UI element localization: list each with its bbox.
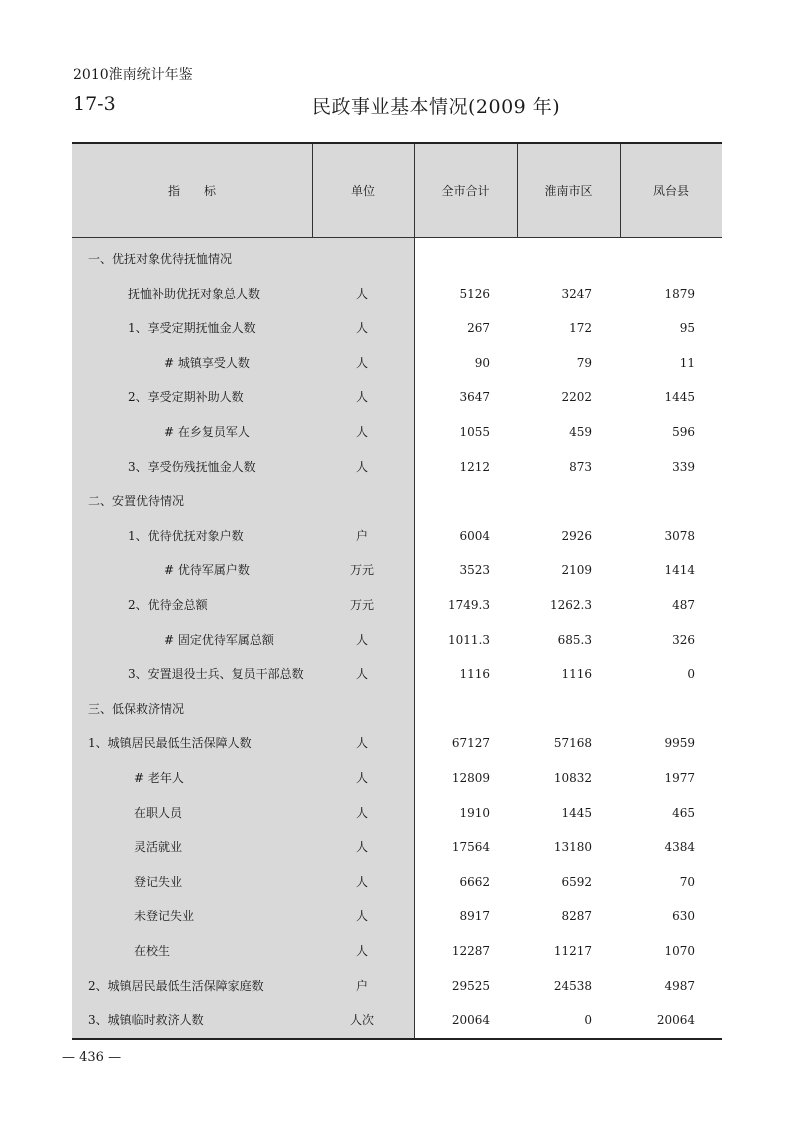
- value-fengtai: 0: [687, 667, 695, 682]
- value-city: 172: [569, 321, 592, 336]
- table-row: [72, 387, 722, 407]
- table-row: [72, 249, 722, 269]
- header-unit: 单位: [350, 184, 375, 198]
- value-total: 29525: [451, 978, 490, 993]
- table-row: [72, 457, 722, 477]
- value-city: 57168: [553, 736, 592, 751]
- value-total: 20064: [451, 1013, 490, 1028]
- row-label: 未登记失业: [134, 909, 195, 924]
- value-city: 873: [569, 459, 592, 474]
- value-total: 1212: [459, 459, 490, 474]
- value-city: 2926: [561, 528, 592, 543]
- row-unit: 人: [355, 632, 368, 647]
- row-unit: 人: [355, 355, 368, 370]
- header-total: 全市合计: [441, 184, 490, 198]
- row-label: 3、安置退役士兵、复员干部总数: [128, 667, 304, 682]
- row-unit: 人: [355, 286, 368, 301]
- yearbook-name: 2010淮南统计年鉴: [73, 67, 193, 83]
- value-total: 17564: [451, 840, 490, 855]
- value-city: 79: [576, 355, 592, 370]
- table-row: [72, 906, 722, 926]
- table-row: [72, 630, 722, 650]
- value-total: 6662: [459, 874, 490, 889]
- value-total: 1910: [459, 805, 490, 820]
- value-city: 685.3: [557, 632, 592, 647]
- row-unit: 人次: [349, 1013, 374, 1028]
- row-label: 3、城镇临时救济人数: [88, 1013, 204, 1028]
- value-city: 0: [584, 1013, 592, 1028]
- row-label: 1、优待优抚对象户数: [128, 528, 244, 543]
- row-unit: 人: [355, 874, 368, 889]
- value-fengtai: 630: [672, 909, 695, 924]
- value-city: 3247: [561, 286, 592, 301]
- table-row: [72, 491, 722, 511]
- value-fengtai: 4384: [664, 840, 695, 855]
- row-label: 2、享受定期补助人数: [128, 390, 244, 405]
- value-total: 67127: [451, 736, 490, 751]
- row-unit: 人: [355, 667, 368, 682]
- table-row: [72, 768, 722, 788]
- table-row: [72, 560, 722, 580]
- value-city: 13180: [553, 840, 592, 855]
- value-fengtai: 1070: [664, 944, 695, 958]
- value-city: 1116: [561, 667, 592, 682]
- row-label: # 固定优待军属总额: [164, 632, 274, 647]
- value-city: 2109: [561, 563, 592, 578]
- value-city: 11217: [553, 944, 592, 958]
- value-total: 1011.3: [448, 632, 490, 647]
- value-city: 8287: [561, 909, 592, 924]
- row-unit: 万元: [349, 563, 374, 578]
- row-unit: 户: [355, 978, 368, 993]
- header-divider: [620, 144, 621, 237]
- table-row: [72, 664, 722, 684]
- page-number: — 436 —: [62, 1050, 122, 1065]
- table-row: [72, 595, 722, 615]
- row-label: 灵活就业: [134, 840, 183, 855]
- value-city: 1445: [561, 805, 592, 820]
- value-total: 5126: [459, 286, 490, 301]
- value-city: 1262.3: [550, 598, 592, 612]
- row-label: 3、享受伤残抚恤金人数: [128, 459, 256, 474]
- table-row: [72, 976, 722, 996]
- value-city: 459: [569, 425, 592, 439]
- value-total: 90: [474, 355, 490, 370]
- row-label: # 老年人: [134, 771, 184, 785]
- row-label: 在校生: [134, 944, 171, 958]
- table-row: [72, 699, 722, 719]
- value-total: 267: [467, 321, 490, 336]
- value-total: 1116: [459, 667, 490, 682]
- value-total: 3523: [459, 563, 490, 578]
- table-bottom-rule: [72, 1038, 722, 1040]
- value-fengtai: 326: [672, 632, 695, 647]
- table-row: [72, 284, 722, 304]
- value-fengtai: 487: [672, 598, 695, 612]
- table-row: [72, 318, 722, 338]
- header-indicator: 指 标: [167, 184, 216, 198]
- value-fengtai: 9959: [664, 736, 695, 751]
- value-fengtai: 1977: [664, 771, 695, 785]
- row-unit: 人: [355, 390, 368, 405]
- table-row: [72, 422, 722, 442]
- table-row: [72, 941, 722, 961]
- value-fengtai: 596: [672, 425, 695, 439]
- row-label: # 在乡复员军人: [164, 425, 250, 439]
- header-divider: [517, 144, 518, 237]
- row-label: 二、安置优待情况: [88, 494, 185, 509]
- row-label: 一、优抚对象优待抚恤情况: [88, 252, 233, 266]
- value-fengtai: 70: [679, 874, 695, 889]
- row-label: 1、城镇居民最低生活保障人数: [88, 736, 252, 751]
- value-total: 3647: [459, 390, 490, 405]
- row-label: 1、享受定期抚恤金人数: [128, 321, 256, 336]
- row-unit: 人: [355, 840, 368, 855]
- table-number: 17-3: [73, 93, 116, 115]
- value-city: 24538: [553, 978, 592, 993]
- row-unit: 人: [355, 736, 368, 751]
- row-label: 登记失业: [134, 874, 183, 889]
- value-fengtai: 1445: [664, 390, 695, 405]
- value-total: 6004: [459, 528, 490, 543]
- value-total: 8917: [459, 909, 490, 924]
- table-row: [72, 526, 722, 546]
- value-fengtai: 339: [672, 459, 695, 474]
- row-label: 三、低保救济情况: [88, 701, 185, 716]
- value-total: 12809: [451, 771, 490, 785]
- value-city: 2202: [561, 390, 592, 405]
- row-unit: 户: [355, 528, 368, 543]
- header-city: 淮南市区: [544, 184, 593, 198]
- table-row: [72, 353, 722, 373]
- value-total: 1055: [459, 425, 490, 439]
- value-fengtai: 20064: [656, 1013, 695, 1028]
- value-total: 1749.3: [448, 598, 490, 612]
- row-label: 2、优待金总额: [128, 598, 208, 612]
- table-header: [72, 144, 722, 237]
- value-fengtai: 1879: [664, 286, 695, 301]
- page-title: 民政事业基本情况(2009 年): [312, 96, 561, 118]
- row-unit: 人: [355, 944, 368, 958]
- row-label: 在职人员: [134, 805, 183, 820]
- row-unit: 人: [355, 425, 368, 439]
- table-row: [72, 872, 722, 892]
- table-row: [72, 733, 722, 753]
- header-divider: [414, 144, 415, 237]
- value-fengtai: 465: [672, 805, 695, 820]
- row-unit: 人: [355, 459, 368, 474]
- value-fengtai: 4987: [664, 978, 695, 993]
- header-fengtai: 凤台县: [652, 184, 689, 198]
- row-label: 抚恤补助优抚对象总人数: [128, 286, 261, 301]
- row-label: # 城镇享受人数: [164, 355, 250, 370]
- row-unit: 万元: [349, 598, 374, 612]
- table-row: [72, 803, 722, 823]
- header-divider: [312, 144, 313, 237]
- value-fengtai: 95: [679, 321, 695, 336]
- row-unit: 人: [355, 771, 368, 785]
- row-label: # 优待军属户数: [164, 563, 250, 578]
- row-label: 2、城镇居民最低生活保障家庭数: [88, 978, 264, 993]
- table-row: [72, 1010, 722, 1030]
- value-total: 12287: [451, 944, 490, 958]
- table-row: [72, 837, 722, 857]
- row-unit: 人: [355, 909, 368, 924]
- row-unit: 人: [355, 805, 368, 820]
- row-unit: 人: [355, 321, 368, 336]
- value-fengtai: 3078: [664, 528, 695, 543]
- value-fengtai: 1414: [664, 563, 695, 578]
- value-city: 10832: [553, 771, 592, 785]
- value-fengtai: 11: [679, 355, 695, 370]
- value-city: 6592: [561, 874, 592, 889]
